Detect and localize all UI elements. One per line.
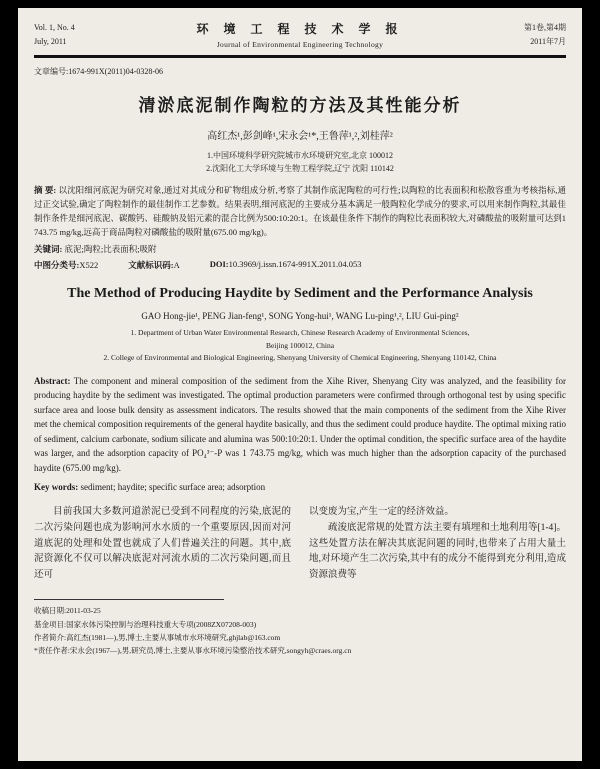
paper-page [18,8,582,761]
keywords-en [34,482,566,492]
affiliation-en-2: 2. College of Environmental and Biological Engineering, Shenyang University of Chemical Engineering, Shenyang 110142, China [103,353,497,363]
footnote-author-bio: 作者简介:高红杰(1981—),男,博士,主要从事城市水环境研究,ghjlab@163.com [34,632,281,642]
authors-cn: 高红杰¹,彭剑峰¹,宋永会¹*,王鲁萍¹,²,刘桂萍² [207,131,393,142]
keywords-cn-text: 底泥;陶粒;比表面积;吸附 [64,244,157,255]
abstract-cn-label: 摘 要: [34,185,57,196]
abstract-en-text: The component and mineral composition of the sediment from the Xihe River, Shenyang City was analyzed, and the feasibility for producing haydite by the sediment was investigated. The optimal production parameters were confirmed through orthogonal test by using specific surface area and loose bulk density as assessment indicators. The results showed that the main components of the sediment from the Xihe River met the chemical composition requirements of the general haydite basically, and thus the sediment could produce haydite. The optimal mixing ratio of sediment, calcium carbonate, sodium silicate and alumina was 500:10:20:1. Under the optimal condition, the specific surface area of the haydite was larger, and the adsorption capacity of PO₄³⁻-P was 1 743.75 mg/kg, which was much higher than the adsorption capacity of the purchased haydite (675.00 mg/kg). [34,375,566,474]
doc-code-value: A [173,260,180,271]
body-columns [34,505,566,585]
journal-vol-block [34,21,144,48]
doc-code-label: 文献标识码: [128,260,174,271]
journal-header [34,20,566,49]
journal-issue-block [456,21,566,48]
footnote-received: 收稿日期:2011-03-25 [34,606,101,616]
body-right-paragraph-2: 疏浚底泥常规的处置方法主要有填埋和土地利用等[1-4]。这些处置方法在解决其底泥问题的同时,也带来了占用大量土地,对环境产生二次污染,其中有的成分不能得到充分利用,造成资源浪费等 [309,522,566,581]
article-id: 文章编号:1674-991X(2011)04-0328-06 [34,67,164,76]
footnote-corresponding: *责任作者:宋永会(1967—),男,研究员,博士,主要从事水环境污染整治技术研究,songyh@craes.org.cn [34,645,352,655]
article-title-en: The Method of Producing Haydite by Sediment and the Performance Analysis [67,286,533,302]
clc-value: X522 [79,260,99,271]
affiliation-en-1: 1. Department of Urban Water Environmental Research, Chinese Research Academy of Environmental Sciences, [130,328,470,338]
journal-date-en: July, 2011 [34,36,67,46]
doi [210,259,362,271]
keywords-cn [34,243,566,255]
affiliation-en-1b: Beijing 100012, China [265,340,335,350]
footnote-rule [34,599,224,600]
affiliation-cn-2: 2.沈阳化工大学环境与生物工程学院,辽宁 沈阳 110142 [206,164,394,174]
document-code [128,259,179,271]
keywords-en-label: Key words: [34,481,79,492]
journal-title-en: Journal of Environmental Engineering Technology [216,40,384,49]
body-column-left [34,505,291,585]
footnote-fund: 基金项目:国家水体污染控制与治理科技重大专项(2008ZX07208-003) [34,619,257,629]
journal-vol: Vol. 1, No. 4 [34,22,75,32]
clc-label: 中图分类号: [34,260,80,271]
doi-label: DOI: [209,259,229,270]
doi-value: 10.3969/j.issn.1674-991X.2011.04.053 [228,259,362,270]
abstract-en [34,374,566,476]
classification-row [34,259,566,271]
affiliation-cn-1: 1.中国环境科学研究院城市水环境研究室,北京 100012 [207,151,393,160]
journal-title-block [144,20,456,49]
abstract-cn [34,184,566,239]
abstract-en-label: Abstract: [34,375,71,386]
footnote-block [34,599,566,657]
clc-number [34,259,98,271]
body-column-right [309,505,566,585]
header-rule [34,55,566,58]
authors-en: GAO Hong-jie¹, PENG Jian-feng¹, SONG Yong-hui¹, WANG Lu-ping¹,², LIU Gui-ping² [141,311,459,322]
journal-title-cn: 环 境 工 程 技 术 学 报 [196,22,404,36]
article-title-cn: 清淤底泥制作陶粒的方法及其性能分析 [138,96,462,115]
abstract-cn-text: 以沈阳细河底泥为研究对象,通过对其成分和矿物组成分析,考察了其制作底泥陶粒的可行性;以陶粒的比表面积和松散容重为考核指标,通过正交试验,确定了陶粒制作的最佳制作工艺参数。结果表明,细河底泥的主要成分基本满足一般陶粒化学成分的要求,可以用来制作陶粒,其最佳制作条件是细河底泥、碳酸钙、硅酸钠及铝元素的混合比例为500:10:20:1。在该最佳条件下制作的陶粒比表面积较大,对磷酸盐的吸附量可达到1 743.75 mg/kg,远高于商品陶粒对磷酸盐的吸附量(675.00 mg/kg)。 [34,185,567,237]
keywords-en-text: sediment; haydite; specific surface area; adsorption [80,481,266,492]
keywords-cn-label: 关键词: [34,244,63,255]
journal-issue-cn: 第1卷,第4期 [524,22,566,32]
body-left-paragraph: 目前我国大多数河道淤泥已受到不同程度的污染,底泥的二次污染问题也成为影响河水水质的一个重要原因,因而对河道底泥的处理和处置也就成了人们普遍关注的问题。其中,底泥资源化不仅可以解决底泥对河流水质的二次污染问题,而且还可 [34,506,291,581]
journal-date-cn: 2011年7月 [530,36,566,46]
body-right-paragraph-1: 以变废为宝,产生一定的经济效益。 [309,506,454,517]
